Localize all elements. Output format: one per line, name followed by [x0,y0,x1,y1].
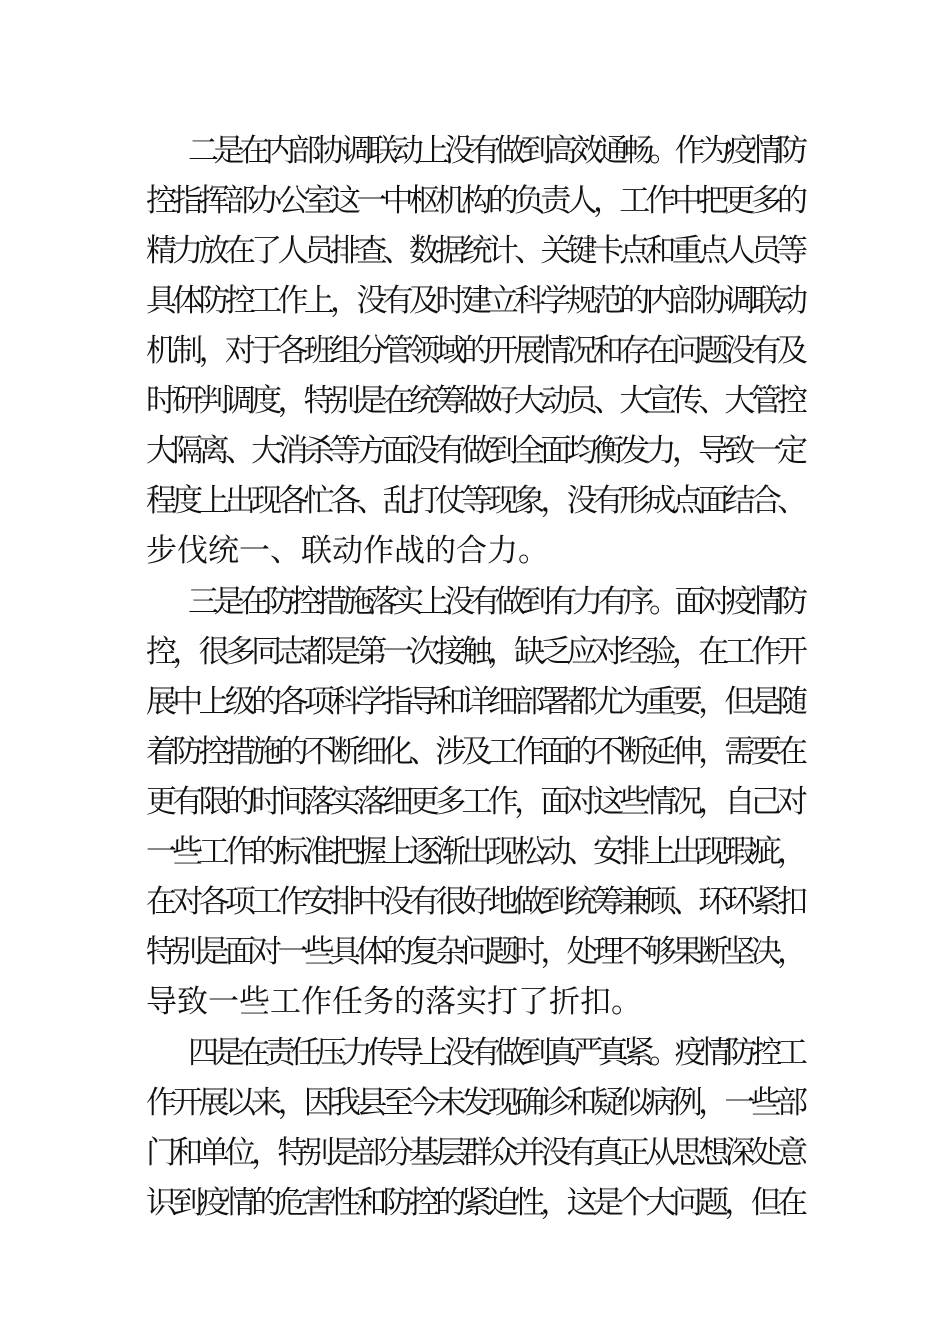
text-line: 控指挥部办公室这一中枢机构的负责人，工作中把更多的 [146,183,804,219]
text-line: 特别是面对一些具体的复杂问题时，处理不够果断坚决， [146,934,804,970]
text-line: 更有限的时间落实落细更多工作，面对这些情况，自己对 [146,784,804,820]
text-line: 控，很多同志都是第一次接触，缺乏应对经验，在工作开 [146,634,804,670]
text-line: 具体防控工作上，没有及时建立科学规范的内部协调联动 [146,283,804,319]
text-line: 展中上级的各项科学指导和详细部署都尤为重要，但是随 [146,684,804,720]
text-line: 机制，对于各班组分管领域的开展情况和存在问题没有及 [146,333,804,369]
text-line: 时研判调度，特别是在统筹做好大动员、大宣传、大管控 [146,383,804,419]
text-line: 一些工作的标准把握上逐渐出现松动、安排上出现瑕疵， [146,834,804,870]
text-line: 导致一些工作任务的落实打了折扣。 [146,984,642,1020]
text-line: 精力放在了人员排查、数据统计、关键卡点和重点人员等 [146,233,804,269]
text-line: 四是在责任压力传导上没有做到真严真紧。疫情防控工 [188,1035,803,1071]
text-line: 门和单位，特别是部分基层群众并没有真正从思想深处意 [146,1135,804,1171]
text-line: 二是在内部协调联动上没有做到高效通畅。作为疫情防 [188,133,803,169]
paragraph-4 [146,1028,808,1228]
text-line: 识到疫情的危害性和防控的紧迫性，这是个大问题，但在 [146,1185,804,1221]
paragraph-2 [146,126,808,576]
text-line: 程度上出现各忙各、乱打仗等现象，没有形成点面结合、 [146,483,804,519]
text-line: 在对各项工作安排中没有很好地做到统筹兼顾、环环紧扣 [146,884,804,920]
text-line: 作开展以来，因我县至今未发现确诊和疑似病例，一些部 [146,1085,804,1121]
text-line: 着防控措施的不断细化、涉及工作面的不断延伸，需要在 [146,734,804,770]
paragraph-3 [146,577,808,1027]
text-line: 步伐统一、联动作战的合力。 [146,533,549,569]
text-line: 大隔离、大消杀等方面没有做到全面均衡发力，导致一定 [146,433,804,469]
text-line: 三是在防控措施落实上没有做到有力有序。面对疫情防 [188,584,803,620]
